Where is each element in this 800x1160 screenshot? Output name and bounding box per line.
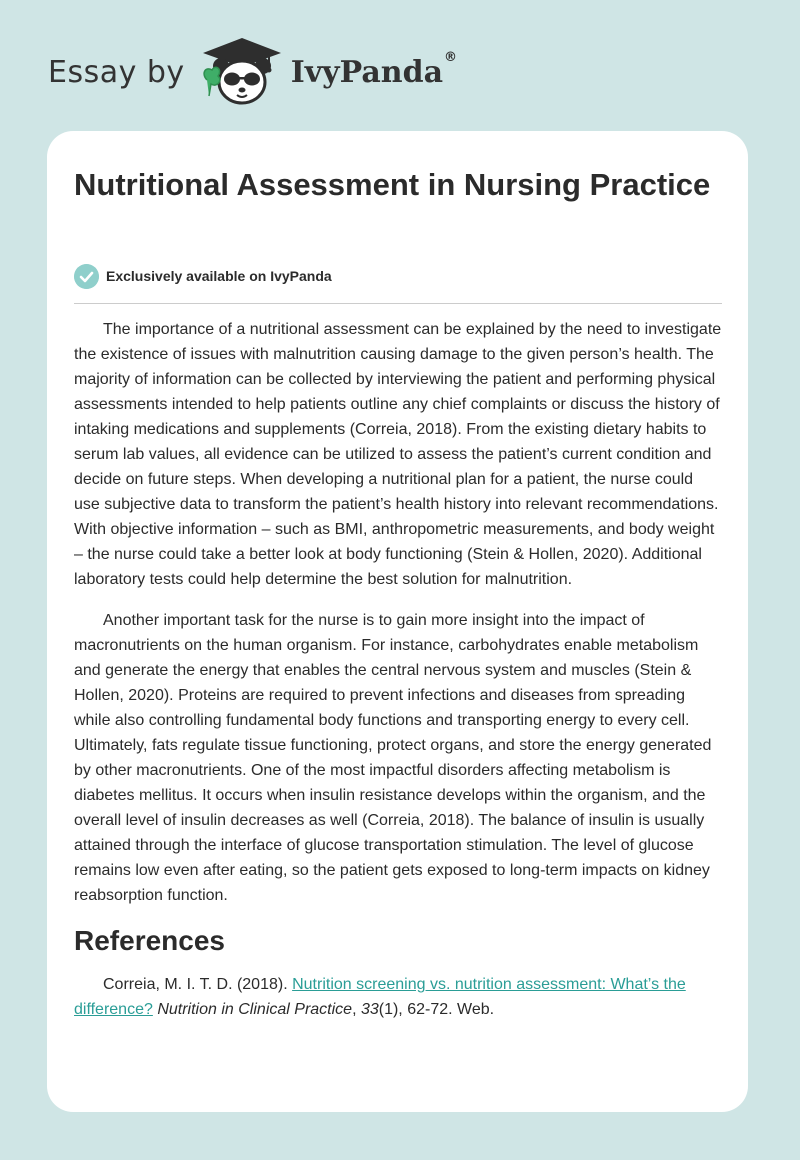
essay-body — [74, 317, 722, 1022]
references-heading: References — [74, 925, 225, 956]
reference-separator: , — [352, 1001, 361, 1018]
site-header — [48, 36, 457, 108]
divider — [74, 303, 722, 304]
reference-authors: Correia, M. I. T. D. (2018). — [103, 976, 293, 993]
essay-by-label: Essay by — [48, 54, 185, 90]
registered-mark: ® — [444, 50, 458, 65]
exclusive-label: Exclusively available on IvyPanda — [106, 268, 332, 284]
reference-entry — [74, 972, 722, 1022]
exclusive-badge — [74, 263, 332, 289]
paragraph: Another important task for the nurse is to gain more insight into the impact of macronutrients on the human organism. For instance, carbohydrates enable metabolism and generate the energy that enables the central nervous system and muscles (Stein & Hollen, 2020). Proteins are required to prevent infections and diseases from spreading while also controlling fundamental body functions and transporting energy to every cell. Ultimately, fats regulate tissue functioning, protect organs, and store the energy generated by other macronutrients. One of the most impactful disorders affecting metabolism is diabetes mellitus. It occurs when insulin resistance develops within the organism, and the overall level of insulin decreases as well (Correia, 2018). The balance of insulin is usually attained through the interface of glucose transportation stimulation. The level of glucose remains low even after eating, so the patient gets exposed to long-term impacts on kidney reabsorption function. — [74, 612, 712, 904]
reference-volume: 33 — [360, 1001, 379, 1018]
page-title: Nutritional Assessment in Nursing Practice — [74, 167, 711, 202]
reference-journal: Nutrition in Clinical Practice — [157, 1001, 353, 1018]
check-icon — [74, 264, 99, 289]
brand-name: IvyPanda — [290, 54, 444, 90]
reference-link[interactable]: Nutrition screening vs. nutrition assessment: What’s the difference? — [74, 976, 686, 1018]
reference-issue-pages: (1), 62-72. Web. — [378, 1001, 495, 1018]
paragraph: The importance of a nutritional assessment can be explained by the need to investigate the existence of issues with malnutrition causing damage to the given person’s health. The majority of information can be collected by interviewing the patient and performing physical assessments intended to help patients outline any chief complaints or discuss the history of intaking medications and supplements (Correia, 2018). From the existing dietary habits to serum lab values, all evidence can be utilized to assess the patient’s current condition and decide on future steps. When developing a nutritional plan for a patient, the nurse could use subjective data to transform the patient’s health history into relevant recommendations. With objective information – such as BMI, anthropometric measurements, and body weight – the nurse could take a better look at body functioning (Stein & Hollen, 2020). Additional laboratory tests could help determine the best solution for malnutrition. — [74, 321, 722, 588]
essay-card — [47, 131, 748, 1112]
panda-logo-icon — [199, 36, 285, 108]
